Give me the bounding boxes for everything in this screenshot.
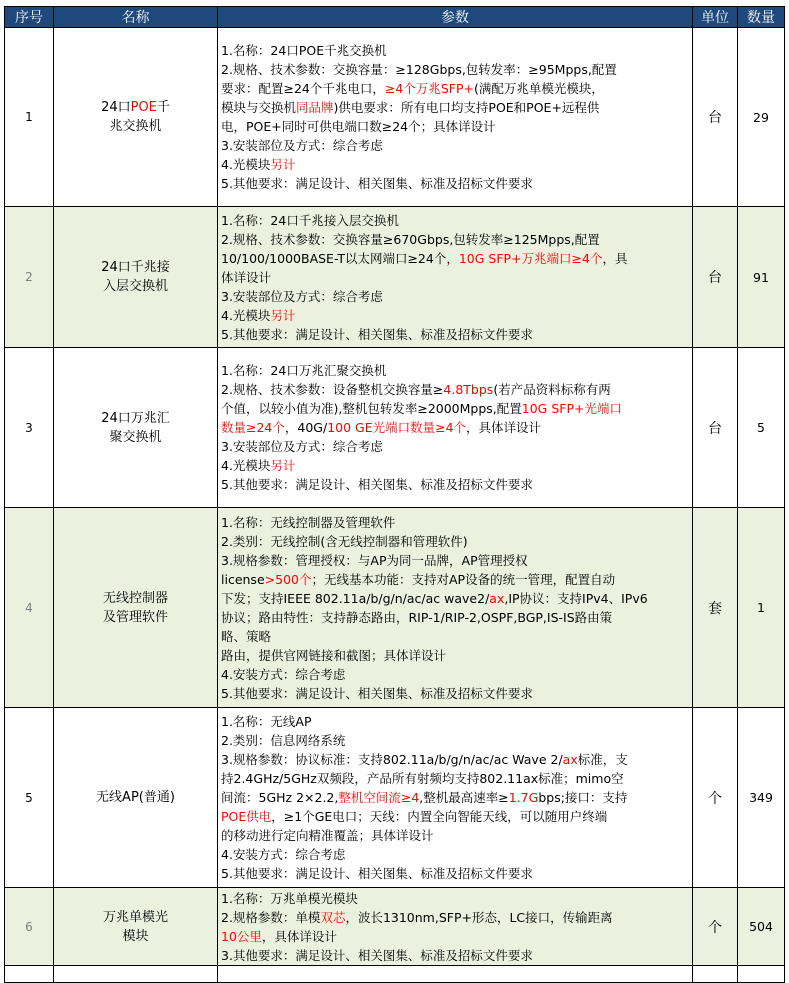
empty-row [5, 966, 785, 983]
text-line [221, 807, 689, 826]
row-qty: 29 [738, 28, 785, 207]
row-name [54, 708, 218, 888]
row-name [54, 348, 218, 508]
text-line [221, 456, 689, 475]
text-line [221, 589, 689, 608]
row-params [218, 708, 693, 888]
table-row [5, 888, 785, 966]
table-row [5, 708, 785, 888]
text-segment: 及管理软件 [102, 609, 168, 625]
text-line [58, 428, 213, 447]
text-segment: 1.名称：无线AP [221, 714, 312, 729]
text-segment: 体详设计 [221, 269, 272, 285]
text-line [221, 437, 689, 456]
text-segment: 2.规格、技术参数：交换容量：≥128Gbps,包转发率：≥95Mpps,配置 [221, 62, 617, 77]
row-qty: 1 [738, 508, 785, 708]
text-line [58, 589, 213, 608]
highlight-text: 4.8Tbps [443, 382, 494, 397]
row-params [218, 28, 693, 207]
table-row [5, 348, 785, 508]
row-seq: 2 [5, 207, 54, 348]
text-line [221, 864, 689, 883]
text-segment: 5.其他要求：满足设计、相关图集、标准及招标文件要求 [221, 685, 533, 701]
text-line [221, 98, 689, 117]
highlight-text: 数量≥24个 [221, 420, 285, 435]
text-segment: 3.其他要求：满足设计、相关图集、标准及招标文件要求 [221, 947, 533, 963]
text-line [221, 174, 689, 193]
text-line [58, 409, 213, 428]
highlight-text: >500个 [264, 571, 312, 587]
text-line [221, 155, 689, 174]
highlight-text: 10G SFP+万兆端口≥4个 [458, 250, 603, 266]
text-segment: 4.光模块 [221, 157, 271, 172]
text-segment: 3.安装部位及方式：综合考虑 [221, 439, 383, 454]
text-line [221, 287, 689, 306]
text-line [221, 249, 689, 268]
highlight-text: ≥4个万兆SFP+ [384, 81, 474, 96]
text-segment: 2.类别：信息网络系统 [221, 733, 346, 748]
text-segment: ，40G/ [284, 420, 328, 435]
row-unit: 台 [693, 28, 738, 207]
text-line [58, 908, 213, 927]
header-params: 参数 [218, 7, 693, 28]
highlight-text: 10G SFP+光端口 [521, 401, 622, 416]
text-segment: ,整机最高速率≥ [419, 790, 509, 805]
text-segment: 的移动进行定向精准覆盖；具体详设计 [221, 828, 434, 843]
text-segment: 5.其他要求：满足设计、相关图集、标准及招标文件要求 [221, 326, 533, 342]
text-segment: 3.规格参数：管理授权：与AP为同一品牌，AP管理授权 [221, 552, 528, 568]
text-line [221, 513, 689, 532]
text-segment: 1.名称：24口POE千兆交换机 [221, 43, 387, 58]
text-line [221, 826, 689, 845]
text-line [221, 684, 689, 703]
row-unit: 台 [693, 348, 738, 508]
text-line [221, 380, 689, 399]
text-line [221, 79, 689, 98]
row-seq: 6 [5, 888, 54, 966]
empty-cell [693, 966, 738, 983]
text-segment: 协议；路由特性：支持静态路由，RIP-1/RIP-2,OSPF,BGP,IS-IS路由策 [221, 609, 613, 625]
text-line [221, 268, 689, 287]
table-row [5, 508, 785, 708]
highlight-text: 100 GE光端口数量≥4个 [327, 420, 467, 435]
text-segment: 标准，支 [577, 752, 628, 767]
text-line [221, 788, 689, 807]
text-segment: 间流：5GHz 2×2.2, [221, 790, 339, 805]
row-qty: 349 [738, 708, 785, 888]
text-line [221, 418, 689, 437]
text-line [221, 608, 689, 627]
row-unit: 个 [693, 708, 738, 888]
empty-cell [218, 966, 693, 983]
table-row [5, 28, 785, 207]
text-segment: 个值，以较小值为准),整机包转发率≥2000Mpps,配置 [221, 401, 522, 416]
text-line [221, 532, 689, 551]
text-segment: 1.名称：无线控制器及管理软件 [221, 514, 396, 530]
text-segment: 聚交换机 [109, 429, 162, 445]
text-line [58, 98, 213, 117]
text-segment: bps;接口：支持 [538, 790, 628, 805]
text-segment: 略、策略 [221, 628, 272, 644]
row-unit: 套 [693, 508, 738, 708]
text-line [221, 60, 689, 79]
text-segment: (满配万兆单模光模块， [473, 81, 604, 96]
text-segment: 4.光模块 [221, 307, 271, 323]
text-line [221, 551, 689, 570]
text-segment: 2.规格、技术参数：交换容量≥670Gbps,包转发率≥125Mpps,配置 [221, 231, 600, 247]
header-seq: 序号 [5, 7, 54, 28]
text-line [221, 136, 689, 155]
text-line [221, 325, 689, 344]
row-name [54, 28, 218, 207]
text-segment: ；无线基本功能：支持对AP设备的统一管理，配置自动 [311, 571, 616, 587]
text-segment: 1.名称：万兆单模光模块 [221, 890, 358, 906]
text-segment: 路由，提供官网链接和截图；具体详设计 [221, 647, 447, 663]
text-segment: ，具体详设计 [466, 420, 542, 435]
text-segment: 5.其他要求：满足设计、相关图集、标准及招标文件要求 [221, 176, 533, 191]
text-line [58, 927, 213, 946]
text-segment: 3.安装部位及方式：综合考虑 [221, 138, 383, 153]
text-segment: 无线控制器 [102, 590, 168, 606]
text-segment: 2.规格参数：单模 [221, 909, 321, 925]
text-line [221, 117, 689, 136]
text-segment: 兆交换机 [109, 119, 162, 134]
text-segment: 24口 [101, 100, 131, 115]
text-segment: ，具 [602, 250, 628, 266]
text-line [221, 908, 689, 927]
text-line [221, 211, 689, 230]
highlight-text: ax [562, 752, 578, 767]
text-segment: ，≥1个GE电口；天线：内置全向智能天线，可以随用户终端 [271, 809, 608, 824]
text-segment: 5.其他要求：满足设计、相关图集、标准及招标文件要求 [221, 477, 533, 492]
text-segment: 3.规格参数：协议标准：支持802.11a/b/g/n/ac/ac Wave 2/ [221, 752, 563, 767]
row-name [54, 207, 218, 348]
highlight-text: 10公里 [221, 928, 262, 944]
text-segment: 24口万兆汇 [101, 410, 170, 426]
text-segment: 要求：配置≥24个千兆电口， [221, 81, 385, 96]
text-segment: 1.名称：24口万兆汇聚交换机 [221, 363, 387, 378]
empty-cell [54, 966, 218, 983]
row-unit: 台 [693, 207, 738, 348]
highlight-text: 1.7G [508, 790, 539, 805]
row-params [218, 508, 693, 708]
text-line [221, 665, 689, 684]
text-segment: 5.其他要求：满足设计、相关图集、标准及招标文件要求 [221, 866, 533, 881]
text-segment: 入层交换机 [102, 279, 168, 294]
highlight-text: 另计 [270, 307, 296, 323]
text-line [221, 946, 689, 965]
row-seq: 5 [5, 708, 54, 888]
empty-cell [5, 966, 54, 983]
text-line [221, 750, 689, 769]
text-segment: 无线AP(普通) [96, 790, 175, 805]
text-line [221, 475, 689, 494]
text-line [221, 927, 689, 946]
highlight-text: 另计 [270, 157, 296, 172]
text-line [221, 230, 689, 249]
text-line [58, 788, 213, 807]
text-segment: (若产品资料标称有两 [493, 382, 611, 397]
highlight-text: ax [489, 590, 505, 606]
row-name [54, 888, 218, 966]
text-line [221, 627, 689, 646]
row-qty: 91 [738, 207, 785, 348]
text-line [221, 361, 689, 380]
highlight-text: 双芯 [320, 909, 346, 925]
text-segment: 模块与交换机 [221, 100, 297, 115]
row-seq: 1 [5, 28, 54, 207]
text-line [221, 845, 689, 864]
row-params [218, 348, 693, 508]
text-segment: )供电要求：所有电口均支持POE和POE+远程供 [333, 100, 600, 115]
table-row [5, 207, 785, 348]
empty-cell [738, 966, 785, 983]
header-qty: 数量 [738, 7, 785, 28]
text-line [58, 117, 213, 136]
text-line [221, 41, 689, 60]
text-line [221, 646, 689, 665]
row-params [218, 207, 693, 348]
text-segment: 4.安装方式：综合考虑 [221, 666, 346, 682]
text-segment: 持2.4GHz/5GHz双频段，产品所有射频均支持802.11ax标准；mimo空 [221, 771, 624, 786]
text-segment: license [221, 571, 265, 587]
text-segment: 万兆单模光 [102, 909, 168, 925]
text-line [58, 258, 213, 277]
row-unit: 个 [693, 888, 738, 966]
text-segment: 千 [156, 100, 170, 115]
text-line [58, 277, 213, 296]
text-line [221, 399, 689, 418]
row-name [54, 508, 218, 708]
text-segment: 3.安装部位及方式：综合考虑 [221, 288, 383, 304]
highlight-text: 另计 [270, 458, 296, 473]
text-segment: 模块 [122, 928, 149, 944]
text-segment: 10/100/1000BASE-T以太网端口≥24个， [221, 250, 459, 266]
text-segment: 下发；支持IEEE 802.11a/b/g/n/ac/ac wave2/ [221, 590, 490, 606]
text-segment: 4.安装方式：综合考虑 [221, 847, 346, 862]
text-segment: ，波长1310nm,SFP+形态，LC接口，传输距离 [345, 909, 613, 925]
header-name: 名称 [54, 7, 218, 28]
text-line [58, 608, 213, 627]
highlight-text: POE供电 [221, 809, 272, 824]
text-segment: 24口千兆接 [101, 260, 170, 275]
text-segment: ,IP协议：支持IPv4、IPv6 [504, 590, 648, 606]
text-segment: 2.规格、技术参数：设备整机交换容量≥ [221, 382, 444, 397]
row-qty: 504 [738, 888, 785, 966]
header-row [5, 7, 785, 28]
text-line [221, 731, 689, 750]
highlight-text: POE [130, 100, 157, 115]
text-line [221, 306, 689, 325]
text-line [221, 712, 689, 731]
row-qty: 5 [738, 348, 785, 508]
row-params [218, 888, 693, 966]
row-seq: 3 [5, 348, 54, 508]
row-seq: 4 [5, 508, 54, 708]
text-segment: 2.类别：无线控制(含无线控制器和管理软件) [221, 533, 468, 549]
text-segment: ，具体详设计 [261, 928, 337, 944]
text-segment: 1.名称：24口千兆接入层交换机 [221, 212, 399, 228]
highlight-text: 同品牌 [296, 100, 334, 115]
spec-table [4, 6, 785, 983]
text-line [221, 769, 689, 788]
highlight-text: 整机空间流≥4 [338, 790, 420, 805]
text-line [221, 570, 689, 589]
header-unit: 单位 [693, 7, 738, 28]
text-segment: 4.光模块 [221, 458, 271, 473]
text-line [221, 889, 689, 908]
text-segment: 电，POE+同时可供电端口数≥24个；具体详设计 [221, 119, 496, 134]
